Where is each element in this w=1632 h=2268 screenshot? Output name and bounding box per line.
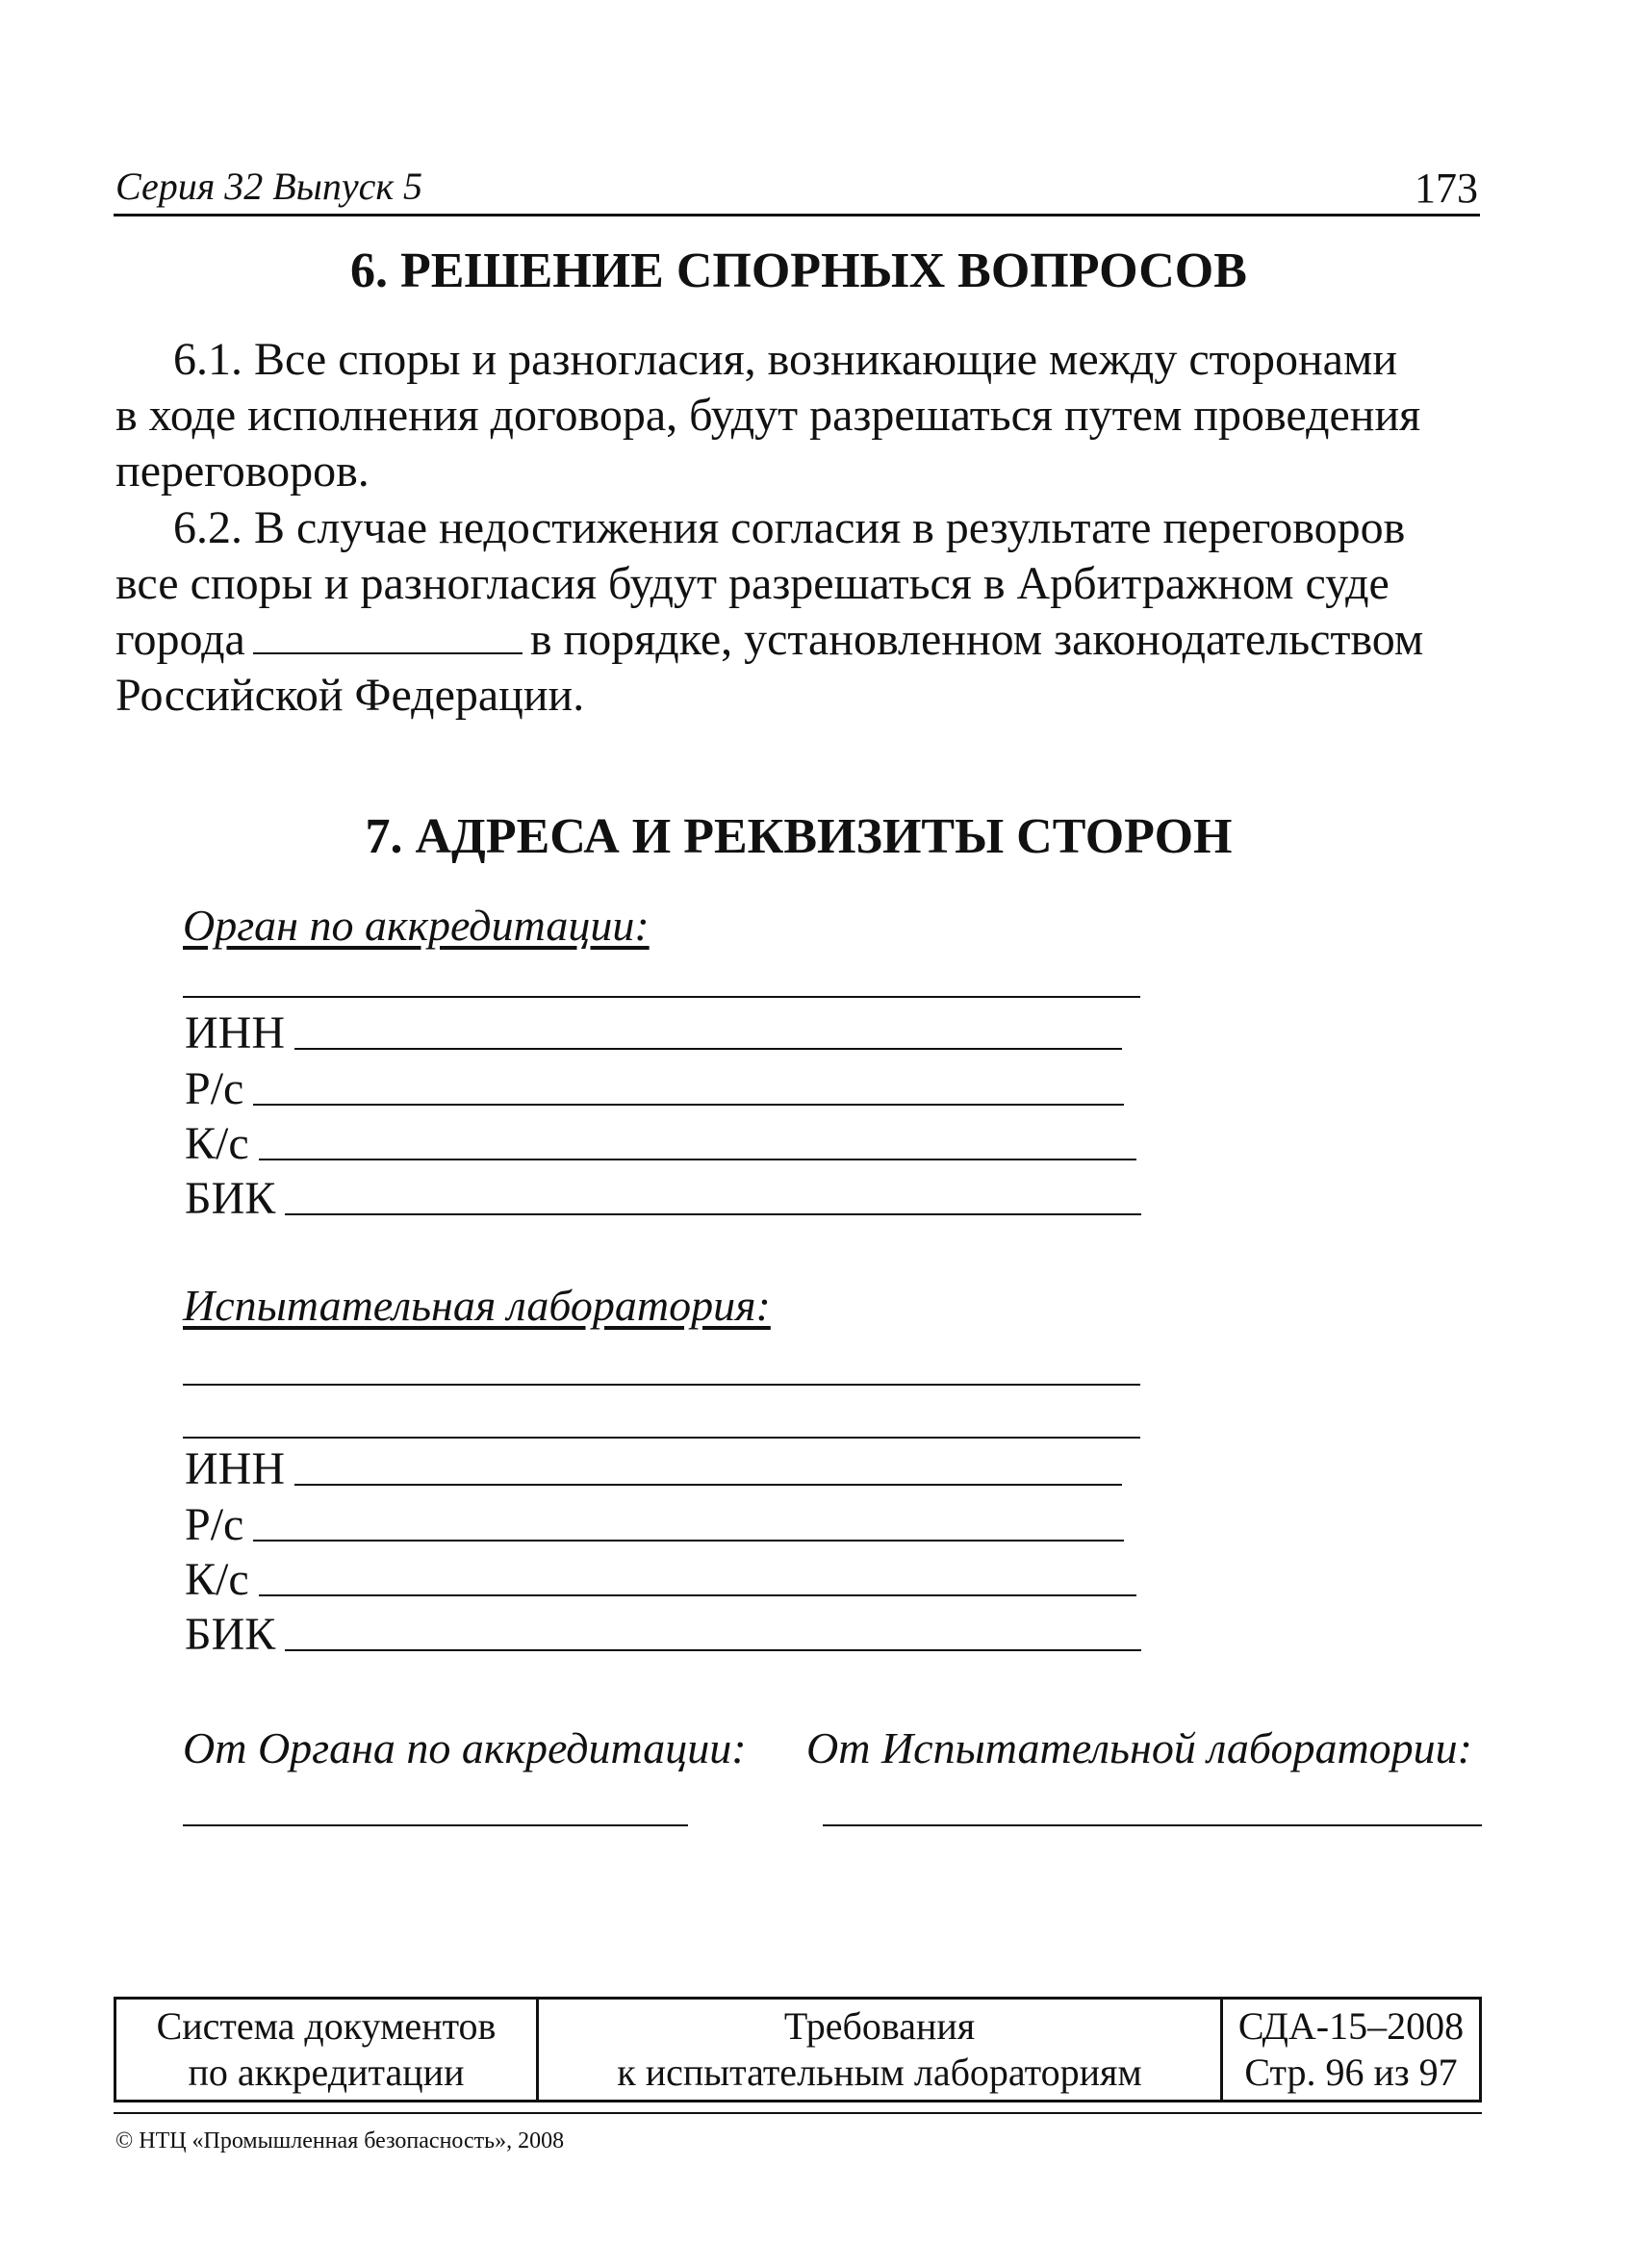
signature-left-label: От Органа по аккредитации: <box>183 1723 747 1772</box>
text-line: 6.1. Все споры и разногласия, возникающие между сторонами <box>173 334 1398 385</box>
party2-bik-field[interactable] <box>185 1607 1141 1661</box>
field-line[interactable] <box>294 1048 1122 1050</box>
field-line[interactable] <box>253 1104 1124 1106</box>
party1-name-line[interactable] <box>183 996 1140 998</box>
field-label: Р/с <box>185 1063 244 1114</box>
party1-bik-field[interactable] <box>185 1171 1141 1225</box>
party1-rs-field[interactable] <box>185 1061 1124 1115</box>
text-line: все споры и разногласия будут разрешаться в Арбитражном суде <box>115 558 1390 609</box>
party1-ks-field[interactable] <box>185 1116 1136 1170</box>
field-line[interactable] <box>285 1649 1141 1651</box>
party2-rs-field[interactable] <box>185 1497 1124 1551</box>
signature-right-label: От Испытательной лаборатории: <box>806 1723 1472 1772</box>
section-6-title: 6. РЕШЕНИЕ СПОРНЫХ ВОПРОСОВ <box>350 243 1247 298</box>
footer-system-cell <box>115 1999 538 2102</box>
signature-left-line[interactable] <box>183 1824 688 1826</box>
city-prefix: города <box>115 614 245 665</box>
field-label: БИК <box>185 1609 276 1660</box>
text-line <box>115 612 1482 668</box>
footer-table <box>114 1997 1482 2102</box>
paragraph-6-2 <box>115 500 1482 724</box>
party2-name-line-1[interactable] <box>183 1384 1140 1386</box>
signature-right-line[interactable] <box>823 1824 1482 1826</box>
footer-title-cell <box>538 1999 1222 2102</box>
cell-line: СДА-15–2008 <box>1237 2004 1465 2048</box>
cell-line: Требования <box>783 2004 976 2048</box>
field-line[interactable] <box>259 1594 1136 1596</box>
field-line[interactable] <box>285 1213 1141 1215</box>
text-line: переговоров. <box>115 446 370 497</box>
text-line: Российской Федерации. <box>115 670 585 721</box>
header-divider <box>114 214 1480 217</box>
field-line[interactable] <box>253 1540 1124 1542</box>
party1-heading: Орган по аккредитации: <box>183 901 650 950</box>
party1-inn-field[interactable] <box>185 1006 1122 1059</box>
field-label: К/с <box>185 1118 249 1169</box>
party2-inn-field[interactable] <box>185 1441 1122 1495</box>
party2-heading: Испытательная лаборатория: <box>183 1281 771 1330</box>
text-line: в ходе исполнения договора, будут разрешаться путем проведения <box>115 390 1421 441</box>
field-label: Р/с <box>185 1499 244 1550</box>
section-7-title: 7. АДРЕСА И РЕКВИЗИТЫ СТОРОН <box>365 809 1233 864</box>
text-line: 6.2. В случае недостижения согласия в результате переговоров <box>173 502 1406 553</box>
field-label: К/с <box>185 1554 249 1605</box>
footer-code-cell <box>1222 1999 1481 2102</box>
paragraph-6-1 <box>115 332 1482 499</box>
cell-line: по аккредитации <box>188 2051 465 2094</box>
city-suffix: в порядке, установленном законодательством <box>529 614 1424 665</box>
field-line[interactable] <box>294 1484 1122 1486</box>
copyright: © НТЦ «Промышленная безопасность», 2008 <box>115 2128 565 2153</box>
series-label: Серия 32 Выпуск 5 <box>115 165 423 208</box>
copyright-divider <box>114 2112 1482 2114</box>
city-blank-line[interactable] <box>253 614 523 654</box>
party2-ks-field[interactable] <box>185 1552 1136 1606</box>
table-row <box>115 1999 1481 2102</box>
party2-name-line-2[interactable] <box>183 1437 1140 1439</box>
field-label: БИК <box>185 1173 276 1224</box>
cell-line: Система документов <box>156 2004 497 2048</box>
cell-line: к испытательным лабораториям <box>617 2051 1142 2094</box>
cell-line: Стр. 96 из 97 <box>1244 2051 1458 2094</box>
field-label: ИНН <box>185 1007 285 1058</box>
field-line[interactable] <box>259 1159 1136 1160</box>
page-number: 173 <box>1415 165 1478 212</box>
field-label: ИНН <box>185 1443 285 1494</box>
